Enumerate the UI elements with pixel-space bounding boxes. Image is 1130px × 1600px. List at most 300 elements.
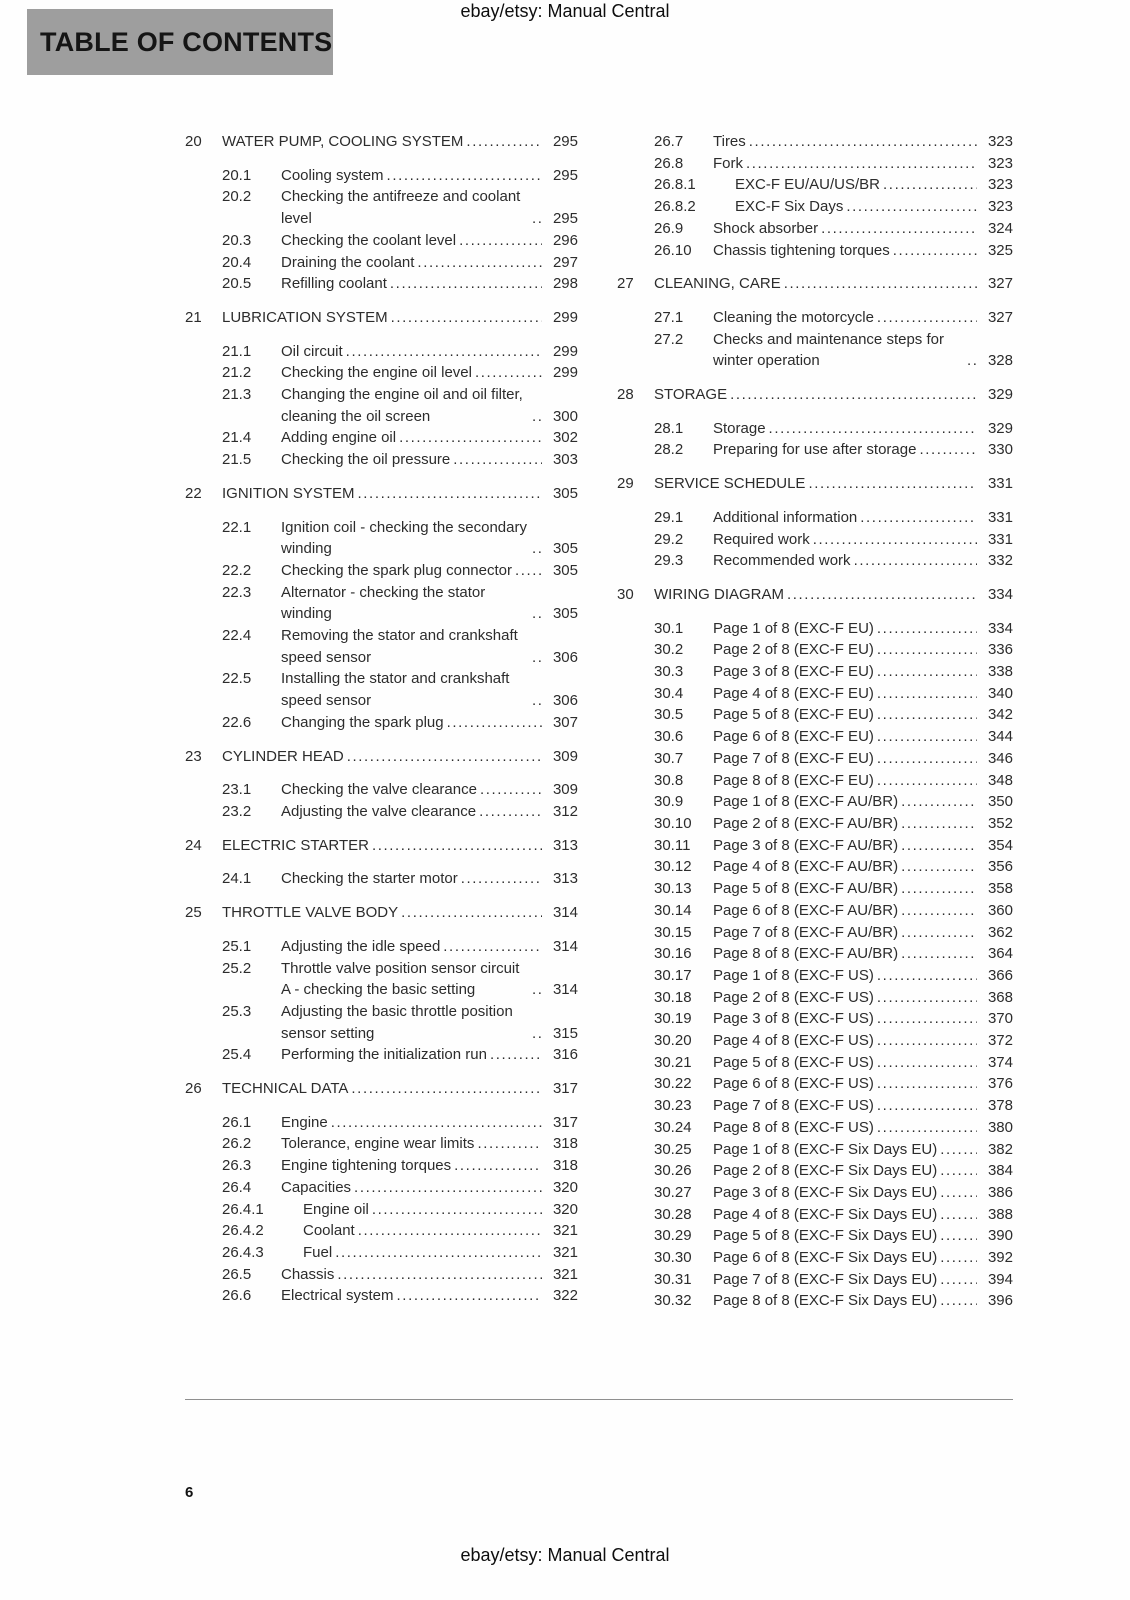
entry-page: 305 <box>552 561 578 579</box>
toc-chapter-row <box>185 131 578 153</box>
entry-title: Page 3 of 8 (EXC-F EU) <box>713 663 874 681</box>
toc-section-row <box>617 748 1013 770</box>
entry-title: LUBRICATION SYSTEM <box>222 308 388 326</box>
entry-title: STORAGE <box>654 386 728 404</box>
header-title: ebay/etsy: Manual Central <box>460 1 670 21</box>
entry-title: Page 8 of 8 (EXC-F US) <box>713 1118 874 1136</box>
dot-leader <box>787 584 977 606</box>
entry-title: Additional information <box>713 508 858 526</box>
toc-section-row <box>185 1044 578 1066</box>
entry-number: 25.2 <box>222 959 252 977</box>
entry-title: Tires <box>713 133 746 150</box>
entry-title: Checking the coolant level <box>281 231 457 249</box>
entry-page: 330 <box>987 441 1013 459</box>
entry-title: IGNITION SYSTEM <box>222 484 355 502</box>
entry-number: 28 <box>617 386 634 404</box>
dot-leader <box>877 1052 977 1074</box>
dot-leader <box>877 965 977 987</box>
entry-title: Refilling coolant <box>281 275 387 293</box>
entry-page: 336 <box>987 641 1013 659</box>
entry-title: Page 2 of 8 (EXC-F Six Days EU) <box>713 1162 938 1180</box>
entry-title: Engine tightening torques <box>281 1157 452 1175</box>
dot-leader <box>351 1078 542 1100</box>
entry-number: 25.4 <box>222 1046 252 1064</box>
entry-number: 30.8 <box>654 771 684 789</box>
entry-number: 30.10 <box>654 814 692 832</box>
entry-page: 299 <box>552 364 578 382</box>
entry-page: 316 <box>552 1046 578 1064</box>
entry-title: EXC-F Six Days <box>735 198 844 216</box>
dot-leader <box>346 341 542 363</box>
toc-section-row <box>185 1177 578 1199</box>
entry-title: Page 1 of 8 (EXC-F EU) <box>713 619 874 637</box>
entry-title: Checking the antifreeze and coolant level <box>281 188 521 228</box>
toc-section-row <box>617 704 1013 726</box>
entry-title: Page 7 of 8 (EXC-F Six Days EU) <box>713 1270 938 1288</box>
entry-title: Page 2 of 8 (EXC-F AU/BR) <box>713 814 899 832</box>
toc-chapter-row <box>617 584 1013 606</box>
entry-title: Page 4 of 8 (EXC-F AU/BR) <box>713 858 899 876</box>
entry-page: 318 <box>552 1157 578 1175</box>
toc-section-row <box>617 174 1013 196</box>
entry-page: 334 <box>987 585 1013 603</box>
entry-page: 325 <box>987 241 1013 259</box>
toc-section-row <box>185 801 578 823</box>
toc-section-row <box>617 1030 1013 1052</box>
dot-leader <box>877 683 977 705</box>
dot-leader <box>940 1269 977 1291</box>
entry-number: 26.8.2 <box>654 198 696 216</box>
toc-section-row <box>185 560 578 582</box>
entry-title: Preparing for use after storage <box>713 441 917 459</box>
entry-page: 396 <box>987 1292 1013 1310</box>
dot-leader <box>877 639 977 661</box>
entry-title: Storage <box>713 419 766 437</box>
toc-section-row <box>617 661 1013 683</box>
toc-section-row <box>617 418 1013 440</box>
entry-page: 295 <box>552 133 578 150</box>
entry-page: 380 <box>987 1118 1013 1136</box>
entry-number: 26.8.1 <box>654 176 696 194</box>
entry-number: 26.4.3 <box>222 1243 264 1261</box>
entry-page: 362 <box>987 923 1013 941</box>
dot-leader <box>901 878 977 900</box>
dot-leader <box>347 746 542 768</box>
toc-section-row <box>617 922 1013 944</box>
entry-page: 376 <box>987 1075 1013 1093</box>
entry-number: 30.30 <box>654 1249 692 1267</box>
entry-title: Page 5 of 8 (EXC-F EU) <box>713 706 874 724</box>
entry-number: 29 <box>617 475 634 493</box>
entry-number: 30.4 <box>654 684 684 702</box>
dot-leader <box>746 153 977 175</box>
toc-section-row <box>617 1139 1013 1161</box>
entry-title: Chassis <box>281 1265 335 1283</box>
entry-page: 306 <box>552 692 578 710</box>
entry-number: 30.3 <box>654 663 684 681</box>
entry-title: Cooling system <box>281 166 384 184</box>
toc-section-row <box>617 1073 1013 1095</box>
dot-leader <box>358 1220 542 1242</box>
entry-page: 388 <box>987 1205 1013 1223</box>
dot-leader <box>391 307 542 329</box>
dot-leader <box>372 835 542 857</box>
toc-section-row <box>617 1225 1013 1247</box>
toc-banner <box>27 9 333 75</box>
entry-title: Adjusting the basic throttle position sensor setting <box>281 1002 513 1042</box>
entry-page: 358 <box>987 880 1013 898</box>
entry-title: Checking the valve clearance <box>281 781 477 799</box>
toc-chapter-row <box>185 902 578 924</box>
entry-title: TECHNICAL DATA <box>222 1080 349 1098</box>
entry-number: 30.14 <box>654 901 692 919</box>
entry-number: 30.17 <box>654 966 692 984</box>
entry-title: Page 1 of 8 (EXC-F US) <box>713 966 874 984</box>
toc-section-row <box>617 131 1013 153</box>
entry-number: 23.1 <box>222 781 252 799</box>
entry-title: Page 2 of 8 (EXC-F US) <box>713 988 874 1006</box>
toc-section-row <box>617 1204 1013 1226</box>
entry-number: 26.5 <box>222 1265 252 1283</box>
entry-title: Page 1 of 8 (EXC-F Six Days EU) <box>713 1140 938 1158</box>
dot-leader <box>940 1204 977 1226</box>
entry-title: Page 3 of 8 (EXC-F AU/BR) <box>713 836 899 854</box>
toc-section-row <box>617 1290 1013 1312</box>
entry-number: 30.6 <box>654 728 684 746</box>
toc-section-row <box>185 936 578 958</box>
entry-title: Fuel <box>303 1243 333 1261</box>
entry-number: 30.13 <box>654 880 692 898</box>
dot-leader <box>532 690 542 712</box>
entry-page: 327 <box>987 308 1013 326</box>
dot-leader <box>846 196 977 218</box>
entry-number: 27.2 <box>654 330 684 348</box>
entry-page: 307 <box>552 713 578 731</box>
entry-title: THROTTLE VALVE BODY <box>222 904 399 922</box>
toc-section-row <box>617 218 1013 240</box>
entry-number: 26.3 <box>222 1157 252 1175</box>
entry-page: 299 <box>552 342 578 360</box>
dot-leader <box>749 131 977 153</box>
entry-number: 20.5 <box>222 275 252 293</box>
entry-number: 22.6 <box>222 713 252 731</box>
entry-page: 344 <box>987 728 1013 746</box>
entry-number: 21.5 <box>222 451 252 469</box>
dot-leader <box>532 208 542 230</box>
dot-leader <box>919 439 977 461</box>
toc-column-left <box>185 131 578 1307</box>
toc-section-row <box>617 1117 1013 1139</box>
entry-title: Changing the spark plug <box>281 713 444 731</box>
dot-leader <box>877 307 977 329</box>
toc-section-row <box>617 639 1013 661</box>
dot-leader <box>877 770 977 792</box>
entry-title: Page 4 of 8 (EXC-F US) <box>713 1032 874 1050</box>
entry-title: Required work <box>713 530 810 548</box>
entry-number: 25 <box>185 904 202 922</box>
entry-page: 370 <box>987 1010 1013 1028</box>
entry-number: 26.4 <box>222 1178 252 1196</box>
entry-page: 323 <box>987 154 1013 172</box>
entry-title: Engine oil <box>303 1200 369 1218</box>
entry-number: 26 <box>185 1080 202 1098</box>
entry-number: 30.23 <box>654 1097 692 1115</box>
dot-leader <box>901 922 977 944</box>
entry-number: 22.2 <box>222 561 252 579</box>
toc-chapter-row <box>185 835 578 857</box>
dot-leader <box>466 131 542 153</box>
entry-page: 334 <box>987 619 1013 637</box>
entry-page: 348 <box>987 771 1013 789</box>
entry-title: Page 8 of 8 (EXC-F Six Days EU) <box>713 1292 938 1310</box>
entry-number: 29.2 <box>654 530 684 548</box>
entry-page: 323 <box>987 176 1013 194</box>
entry-title: Page 4 of 8 (EXC-F Six Days EU) <box>713 1205 938 1223</box>
toc-section-row <box>617 878 1013 900</box>
entry-title: Alternator - checking the stator winding <box>281 583 486 623</box>
dot-leader <box>532 1023 542 1045</box>
entry-page: 305 <box>552 484 578 502</box>
dot-leader <box>877 1008 977 1030</box>
toc-section-row <box>185 230 578 252</box>
dot-leader <box>459 230 542 252</box>
entry-number: 24.1 <box>222 870 252 888</box>
dot-leader <box>358 483 542 505</box>
entry-title: SERVICE SCHEDULE <box>654 475 806 493</box>
toc-section-row <box>617 856 1013 878</box>
entry-title: Checks and maintenance steps for winter operation <box>713 330 944 370</box>
toc-section-row <box>617 507 1013 529</box>
toc-section-row <box>617 813 1013 835</box>
entry-title: Recommended work <box>713 552 851 570</box>
entry-number: 23 <box>185 747 202 765</box>
toc-banner-label: TABLE OF CONTENTS <box>40 26 333 57</box>
entry-number: 30.16 <box>654 945 692 963</box>
dot-leader <box>532 603 542 625</box>
entry-page: 315 <box>552 1024 578 1042</box>
dot-leader <box>443 936 542 958</box>
entry-page: 328 <box>987 352 1013 370</box>
toc-section-row <box>617 307 1013 329</box>
entry-title: Fork <box>713 154 743 172</box>
toc-section-row <box>617 835 1013 857</box>
entry-number: 21.4 <box>222 429 252 447</box>
toc-section-row <box>617 1008 1013 1030</box>
entry-page: 318 <box>552 1135 578 1153</box>
entry-page: 323 <box>987 133 1013 150</box>
entry-number: 30.32 <box>654 1292 692 1310</box>
entry-number: 30 <box>617 585 634 603</box>
entry-number: 30.1 <box>654 619 684 637</box>
entry-page: 309 <box>552 747 578 765</box>
entry-title: Changing the engine oil and oil filter, cleaning the oil screen <box>281 386 523 425</box>
entry-page: 329 <box>987 386 1013 404</box>
entry-page: 338 <box>987 663 1013 681</box>
entry-title: Adding engine oil <box>281 429 397 447</box>
entry-page: 312 <box>552 802 578 820</box>
dot-leader <box>940 1182 977 1204</box>
entry-page: 314 <box>552 981 578 999</box>
entry-number: 30.28 <box>654 1205 692 1223</box>
toc-section-row <box>617 153 1013 175</box>
toc-columns <box>185 131 1013 1312</box>
entry-page: 374 <box>987 1053 1013 1071</box>
entry-page: 323 <box>987 198 1013 216</box>
entry-number: 26.10 <box>654 241 692 259</box>
toc-section-row <box>185 625 578 668</box>
entry-number: 21.3 <box>222 386 252 404</box>
dot-leader <box>479 801 542 823</box>
page-number: 6 <box>185 1484 194 1501</box>
entry-number: 30.25 <box>654 1140 692 1158</box>
toc-section-row <box>617 1052 1013 1074</box>
dot-leader <box>532 406 542 428</box>
dot-leader <box>940 1160 977 1182</box>
toc-section-row <box>617 329 1013 372</box>
entry-page: 321 <box>552 1222 578 1240</box>
dot-leader <box>784 273 977 295</box>
entry-page: 378 <box>987 1097 1013 1115</box>
dot-leader <box>901 943 977 965</box>
dot-leader <box>401 902 542 924</box>
dot-leader <box>940 1225 977 1247</box>
entry-page: 346 <box>987 749 1013 767</box>
toc-section-row <box>185 517 578 560</box>
entry-title: Page 1 of 8 (EXC-F AU/BR) <box>713 793 899 811</box>
entry-title: Checking the oil pressure <box>281 451 451 469</box>
entry-number: 26.4.2 <box>222 1222 264 1240</box>
dot-leader <box>877 1073 977 1095</box>
entry-title: Page 5 of 8 (EXC-F US) <box>713 1053 874 1071</box>
entry-title: Removing the stator and crankshaft speed sensor <box>281 627 518 666</box>
entry-page: 309 <box>552 781 578 799</box>
entry-page: 297 <box>552 253 578 271</box>
toc-section-row <box>617 726 1013 748</box>
dot-leader <box>940 1290 977 1312</box>
dot-leader <box>399 427 542 449</box>
entry-title: Page 5 of 8 (EXC-F Six Days EU) <box>713 1227 938 1245</box>
entry-number: 30.12 <box>654 858 692 876</box>
entry-page: 340 <box>987 684 1013 702</box>
toc-section-row <box>617 1269 1013 1291</box>
toc-section-row <box>617 683 1013 705</box>
toc-section-row <box>617 987 1013 1009</box>
entry-title: Checking the spark plug connector <box>281 561 512 579</box>
toc-section-row <box>185 186 578 229</box>
toc-section-row <box>617 900 1013 922</box>
entry-page: 332 <box>987 552 1013 570</box>
entry-page: 386 <box>987 1183 1013 1201</box>
entry-page: 320 <box>552 1178 578 1196</box>
entry-title: Draining the coolant <box>281 253 415 271</box>
entry-title: WIRING DIAGRAM <box>654 585 784 603</box>
entry-number: 26.4.1 <box>222 1200 264 1218</box>
entry-number: 30.26 <box>654 1162 692 1180</box>
dot-leader <box>808 473 977 495</box>
toc-section-row <box>185 449 578 471</box>
entry-page: 324 <box>987 219 1013 237</box>
entry-title: Page 8 of 8 (EXC-F AU/BR) <box>713 945 899 963</box>
entry-page: 300 <box>552 407 578 425</box>
entry-title: Checking the engine oil level <box>281 364 472 382</box>
entry-page: 317 <box>552 1080 578 1098</box>
dot-leader <box>877 1095 977 1117</box>
entry-title: Page 7 of 8 (EXC-F EU) <box>713 749 874 767</box>
toc-section-row <box>185 384 578 427</box>
entry-number: 20.4 <box>222 253 252 271</box>
entry-number: 30.19 <box>654 1010 692 1028</box>
toc-section-row <box>185 1264 578 1286</box>
dot-leader <box>532 647 542 669</box>
dot-leader <box>877 1117 977 1139</box>
entry-title: Capacities <box>281 1178 352 1196</box>
entry-page: 327 <box>987 275 1013 293</box>
entry-title: Page 7 of 8 (EXC-F US) <box>713 1097 874 1115</box>
entry-title: EXC-F EU/AU/US/BR <box>735 176 881 194</box>
dot-leader <box>883 174 977 196</box>
toc-section-row <box>617 439 1013 461</box>
entry-page: 390 <box>987 1227 1013 1245</box>
toc-section-row <box>185 668 578 711</box>
toc-section-row <box>185 779 578 801</box>
dot-leader <box>821 218 977 240</box>
entry-number: 30.2 <box>654 641 684 659</box>
entry-number: 30.24 <box>654 1118 692 1136</box>
dot-leader <box>877 618 977 640</box>
entry-number: 27 <box>617 275 634 293</box>
entry-title: Tolerance, engine wear limits <box>281 1135 475 1153</box>
entry-number: 20.2 <box>222 188 252 206</box>
dot-leader <box>877 748 977 770</box>
toc-chapter-row <box>185 1078 578 1100</box>
toc-column-right <box>617 131 1013 1312</box>
entry-page: 306 <box>552 648 578 666</box>
entry-page: 368 <box>987 988 1013 1006</box>
dot-leader <box>877 1030 977 1052</box>
entry-title: Coolant <box>303 1222 355 1240</box>
toc-section-row <box>185 1155 578 1177</box>
entry-page: 322 <box>552 1287 578 1305</box>
entry-title: Page 4 of 8 (EXC-F EU) <box>713 684 874 702</box>
entry-number: 30.22 <box>654 1075 692 1093</box>
entry-number: 22.1 <box>222 518 252 536</box>
entry-number: 26.2 <box>222 1135 252 1153</box>
entry-page: 295 <box>552 166 578 184</box>
entry-title: CYLINDER HEAD <box>222 747 344 765</box>
entry-number: 30.15 <box>654 923 692 941</box>
entry-title: Installing the stator and crankshaft speed sensor <box>281 670 510 710</box>
entry-page: 394 <box>987 1270 1013 1288</box>
dot-leader <box>877 726 977 748</box>
entry-number: 20.1 <box>222 166 252 184</box>
entry-page: 384 <box>987 1162 1013 1180</box>
entry-number: 26.8 <box>654 154 684 172</box>
dot-leader <box>940 1247 977 1269</box>
entry-page: 317 <box>552 1113 578 1131</box>
entry-page: 329 <box>987 419 1013 437</box>
dot-leader <box>877 661 977 683</box>
entry-title: Page 3 of 8 (EXC-F US) <box>713 1010 874 1028</box>
entry-title: Oil circuit <box>281 342 343 360</box>
toc-section-row <box>617 1182 1013 1204</box>
entry-page: 302 <box>552 429 578 447</box>
toc-section-row <box>617 550 1013 572</box>
dot-leader <box>453 449 542 471</box>
entry-number: 30.18 <box>654 988 692 1006</box>
entry-number: 24 <box>185 836 202 854</box>
dot-leader <box>813 529 977 551</box>
dot-leader <box>397 1285 542 1307</box>
